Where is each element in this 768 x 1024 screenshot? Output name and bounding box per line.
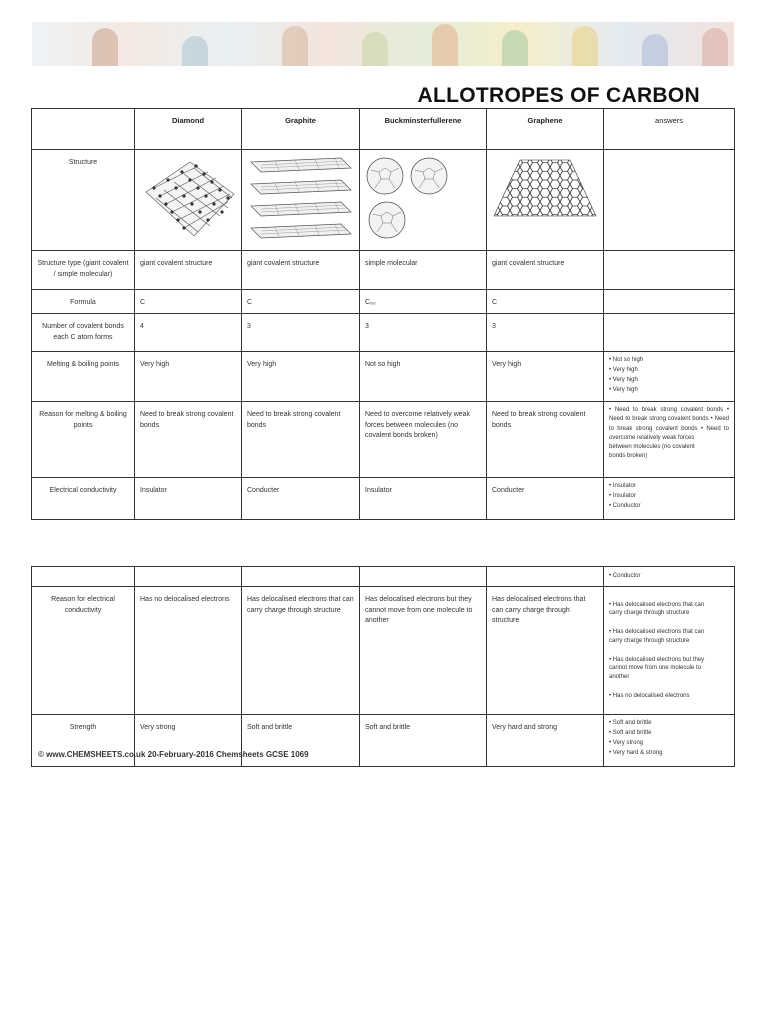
diamond-cell: Very high — [135, 352, 242, 402]
allotropes-table — [31, 108, 735, 520]
answer-item: • Has delocalised electrons but they cannot move from one molecule to another — [609, 656, 729, 682]
answer-item: • Very hard & strong — [609, 748, 729, 758]
answer-item: • Soft and brittle — [609, 728, 729, 738]
page-title: ALLOTROPES OF CARBON — [417, 84, 700, 107]
diamond-structure-image — [135, 150, 242, 251]
row-label: Electrical conductivity — [32, 478, 135, 520]
buckminsterfullerene-cell: Not so high — [360, 352, 487, 402]
diamond-cell: Has no delocalised electrons — [135, 587, 242, 715]
diamond-cell: Very strong — [135, 714, 242, 766]
answer-item: • Soft and brittle — [609, 718, 729, 728]
row-label: Structure — [32, 150, 135, 251]
answer-item: • Very high — [609, 385, 729, 395]
row-label: Melting & boiling points — [32, 352, 135, 402]
row-label: Number of covalent bonds each C atom forms — [32, 314, 135, 352]
row-label: Reason for melting & boiling points — [32, 402, 135, 478]
row-reason-conductivity — [32, 587, 735, 715]
buckminsterfullerene-cell: Has delocalised electrons but they cannot move from one molecule to another — [360, 587, 487, 715]
row-conductor-answer — [32, 567, 735, 587]
answer-item: • Has delocalised electrons that can carry charge through structure — [609, 601, 729, 618]
row-bonds — [32, 314, 735, 352]
answer-item: • Insulator — [609, 481, 729, 491]
footer-copyright: © www.CHEMSHEETS.co.uk 20-February-2016 Chemsheets GCSE 1069 — [38, 750, 309, 759]
row-label: Strength — [32, 714, 135, 766]
answers-cell — [604, 587, 735, 715]
graphene-cell: Very hard and strong — [487, 714, 604, 766]
blank-cell — [135, 567, 242, 587]
header-diamond: Diamond — [135, 109, 242, 150]
row-conductivity — [32, 478, 735, 520]
buckminsterfullerene-cell: Need to overcome relatively weak forces between molecules (no covalent bonds broken) — [360, 402, 487, 478]
answers-cell: • Need to break strong covalent bonds • Need to break strong covalent bonds • Need to break strong covalent bonds • Need to overcome relatively weak forces between molecules (no covalent bonds broken) — [604, 402, 735, 478]
row-structure — [32, 150, 735, 251]
header-buckminsterfullerene: Buckminsterfullerene — [360, 109, 487, 150]
answer-item: • Not so high — [609, 355, 729, 365]
header-answers: answers — [604, 109, 735, 150]
row-formula — [32, 290, 735, 314]
buckminsterfullerene-cell: 3 — [360, 314, 487, 352]
graphite-cell: Conducter — [242, 478, 360, 520]
answer-item: • Has no delocalised electrons — [609, 692, 729, 701]
graphene-cell: Has delocalised electrons that can carry charge through structure — [487, 587, 604, 715]
row-reason-melting — [32, 402, 735, 478]
answer-item: • Very strong — [609, 738, 729, 748]
graphite-cell: C — [242, 290, 360, 314]
row-structure-type — [32, 251, 735, 290]
diamond-cell: Need to break strong covalent bonds — [135, 402, 242, 478]
answers-cell — [604, 352, 735, 402]
graphene-cell: Very high — [487, 352, 604, 402]
graphite-structure-image — [242, 150, 360, 251]
blank-cell — [360, 567, 487, 587]
buckminsterfullerene-cell: Insulator — [360, 478, 487, 520]
header-blank — [32, 109, 135, 150]
allotropes-table-continued — [31, 566, 735, 767]
answers-cell — [604, 478, 735, 520]
row-label: Formula — [32, 290, 135, 314]
buckminsterfullerene-cell: Soft and brittle — [360, 714, 487, 766]
blank-cell — [32, 567, 135, 587]
graphene-cell: 3 — [487, 314, 604, 352]
diamond-cell: giant covalent structure — [135, 251, 242, 290]
answer-item: • Very high — [609, 375, 729, 385]
diamond-cell: 4 — [135, 314, 242, 352]
answer-item: • Very high — [609, 365, 729, 375]
answers-cell — [604, 290, 735, 314]
graphene-cell: C — [487, 290, 604, 314]
graphene-cell: Need to break strong covalent bonds — [487, 402, 604, 478]
answer-item: • Has delocalised electrons that can carry charge through structure — [609, 628, 729, 645]
graphite-cell: Very high — [242, 352, 360, 402]
graphite-cell: Soft and brittle — [242, 714, 360, 766]
graphene-structure-image — [487, 150, 604, 251]
answer-item: • Conductor — [609, 571, 729, 581]
diamond-cell: Insulator — [135, 478, 242, 520]
graphite-cell: Need to break strong covalent bonds — [242, 402, 360, 478]
blank-cell — [487, 567, 604, 587]
buckminsterfullerene-cell: simple molecular — [360, 251, 487, 290]
buckminsterfullerene-structure-image — [360, 150, 487, 251]
graphite-cell: Has delocalised electrons that can carry charge through structure — [242, 587, 360, 715]
diamond-cell: C — [135, 290, 242, 314]
blank-cell — [242, 567, 360, 587]
table-header-row — [32, 109, 735, 150]
row-melting-boiling — [32, 352, 735, 402]
row-label: Structure type (giant covalent / simple molecular) — [32, 251, 135, 290]
answers-cell — [604, 251, 735, 290]
answers-cell — [604, 314, 735, 352]
answers-cell — [604, 567, 735, 587]
answer-item: • Conductor — [609, 501, 729, 511]
answers-cell — [604, 150, 735, 251]
graphene-cell: giant covalent structure — [487, 251, 604, 290]
row-label: Reason for electrical conductivity — [32, 587, 135, 715]
header-graphite: Graphite — [242, 109, 360, 150]
buckminsterfullerene-cell: C₆₀ — [360, 290, 487, 314]
graphene-cell: Conducter — [487, 478, 604, 520]
answer-item: • Insulator — [609, 491, 729, 501]
answers-cell — [604, 714, 735, 766]
header-banner — [32, 22, 734, 66]
graphite-cell: 3 — [242, 314, 360, 352]
header-graphene: Graphene — [487, 109, 604, 150]
graphite-cell: giant covalent structure — [242, 251, 360, 290]
